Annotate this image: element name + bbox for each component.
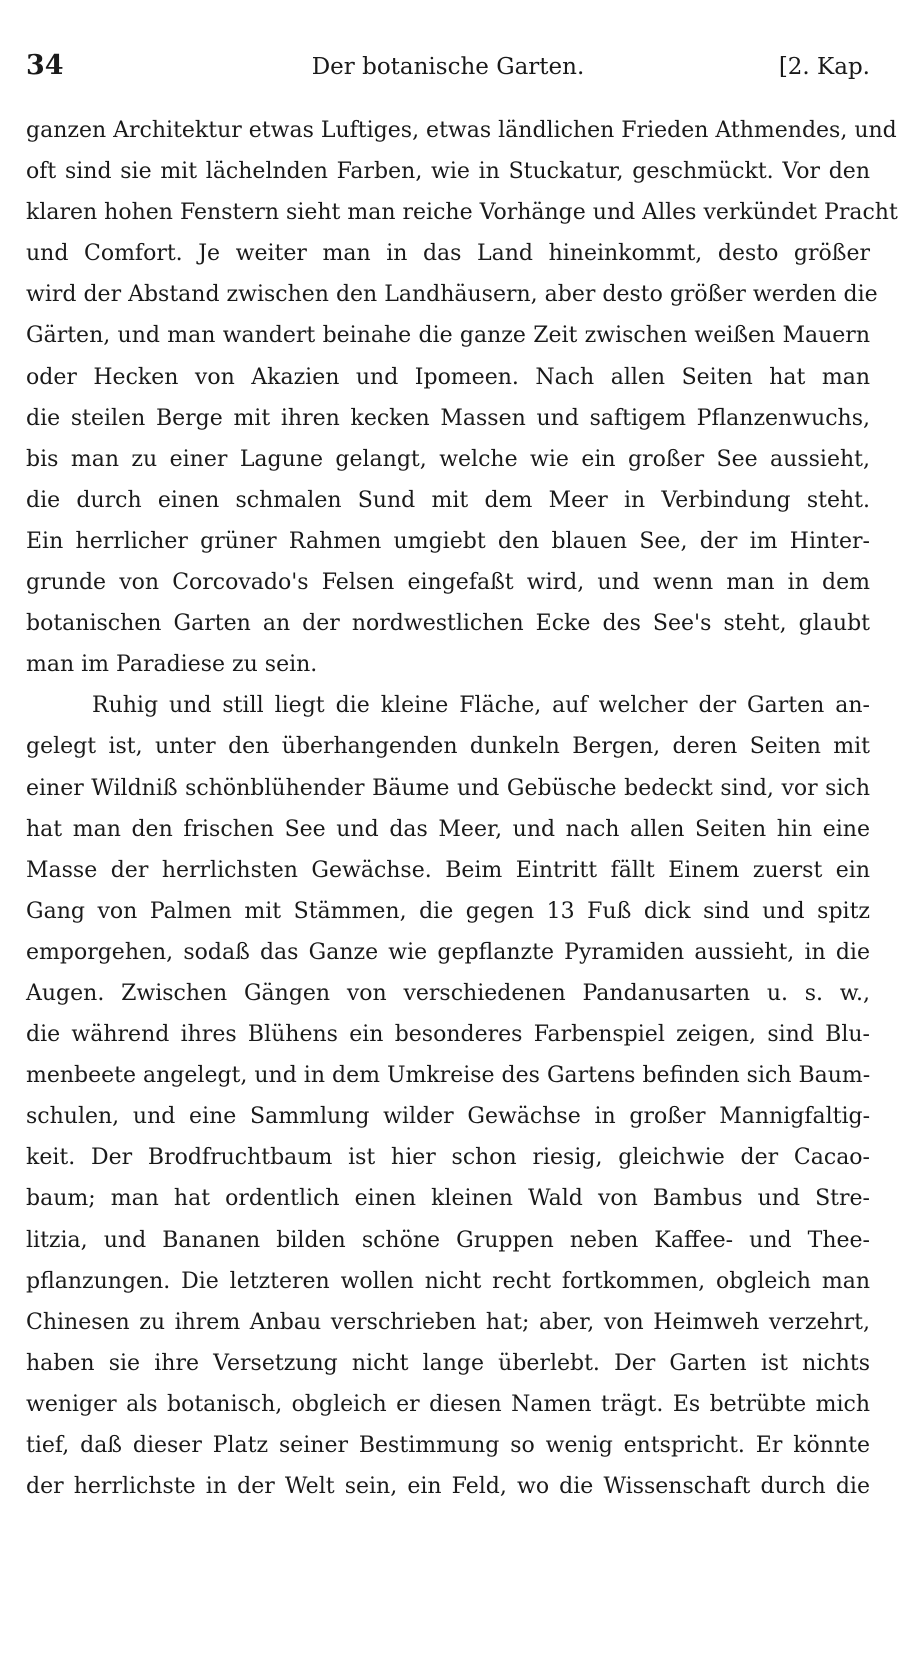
text-line: litzia, und Bananen bilden schöne Gruppen neben Kaffee- und Thee-: [26, 1227, 870, 1253]
text-line: Ein herrlicher grüner Rahmen umgiebt den blauen See, der im Hinter-: [26, 528, 870, 554]
text-line: Gang von Palmen mit Stämmen, die gegen 13 Fuß dick sind und spitz: [26, 898, 870, 924]
text-line: haben sie ihre Versetzung nicht lange überlebt. Der Garten ist nichts: [26, 1350, 870, 1376]
text-line: Chinesen zu ihrem Anbau verschrieben hat; aber, von Heimweh verzehrt,: [26, 1309, 870, 1335]
text-line: keit. Der Brodfruchtbaum ist hier schon riesig, gleichwie der Cacao-: [26, 1145, 870, 1171]
running-title: Der botanische Garten.: [311, 54, 585, 80]
text-line: Gärten, und man wandert beinahe die ganze Zeit zwischen weißen Mauern: [26, 323, 870, 349]
text-line: emporgehen, sodaß das Ganze wie gepflanzte Pyramiden aussieht, in die: [26, 939, 870, 965]
text-line: Augen. Zwischen Gängen von verschiedenen Pandanusarten u. s. w.,: [26, 980, 870, 1006]
text-line: klaren hohen Fenstern sieht man reiche Vorhänge und Alles verkündet Pracht: [26, 200, 898, 226]
text-line: oft sind sie mit lächelnden Farben, wie in Stuckatur, geschmückt. Vor den: [26, 159, 870, 185]
text-line: ganzen Architektur etwas Luftiges, etwas ländlichen Frieden Athmendes, und: [26, 118, 897, 143]
chapter-reference: [2. Kap.: [778, 54, 870, 80]
text-line: grunde von Corcovado's Felsen eingefaßt wird, und wenn man in dem: [26, 570, 870, 596]
text-line: oder Hecken von Akazien und Ipomeen. Nach allen Seiten hat man: [26, 364, 870, 390]
text-line: hat man den frischen See und das Meer, und nach allen Seiten hin eine: [26, 816, 870, 842]
text-line: der herrlichste in der Welt sein, ein Feld, wo die Wissenschaft durch die: [26, 1474, 870, 1500]
text-line: gelegt ist, unter den überhangenden dunkeln Bergen, deren Seiten mit: [26, 734, 870, 760]
text-line: pflanzungen. Die letzteren wollen nicht recht fortkommen, obgleich man: [26, 1268, 870, 1294]
text-line: weniger als botanisch, obgleich er diesen Namen trägt. Es betrübte mich: [26, 1391, 870, 1417]
text-line: bis man zu einer Lagune gelangt, welche wie ein großer See aussieht,: [26, 446, 870, 472]
paragraph-start-line: Ruhig und still liegt die kleine Fläche, auf welcher der Garten an-: [92, 693, 870, 719]
text-line: menbeete angelegt, und in dem Umkreise des Gartens befinden sich Baum-: [26, 1063, 871, 1089]
text-line: tief, daß dieser Platz seiner Bestimmung so wenig entspricht. Er könnte: [26, 1433, 870, 1458]
text-line: baum; man hat ordentlich einen kleinen Wald von Bambus und Stre-: [26, 1186, 870, 1212]
page-number: 34: [26, 50, 64, 81]
text-line: die steilen Berge mit ihren kecken Massen und saftigem Pflanzenwuchs,: [26, 405, 870, 431]
text-line: die während ihres Blühens ein besonderes Farbenspiel zeigen, sind Blu-: [26, 1022, 870, 1048]
text-line: und Comfort. Je weiter man in das Land hineinkommt, desto größer: [26, 241, 870, 267]
text-line: botanischen Garten an der nordwestlichen Ecke des See's steht, glaubt: [26, 611, 870, 637]
text-line: die durch einen schmalen Sund mit dem Meer in Verbindung steht.: [26, 487, 870, 513]
text-line: einer Wildniß schönblühender Bäume und Gebüsche bedeckt sind, vor sich: [26, 775, 870, 801]
page-header: [26, 50, 870, 90]
paragraph-end-line: man im Paradiese zu sein.: [26, 652, 318, 678]
body-text: [26, 110, 898, 1507]
text-line: schulen, und eine Sammlung wilder Gewächse in großer Mannigfaltig-: [26, 1104, 870, 1130]
text-line: wird der Abstand zwischen den Landhäusern, aber desto größer werden die: [26, 282, 878, 308]
text-line: Masse der herrlichsten Gewächse. Beim Eintritt fällt Einem zuerst ein: [26, 857, 870, 883]
